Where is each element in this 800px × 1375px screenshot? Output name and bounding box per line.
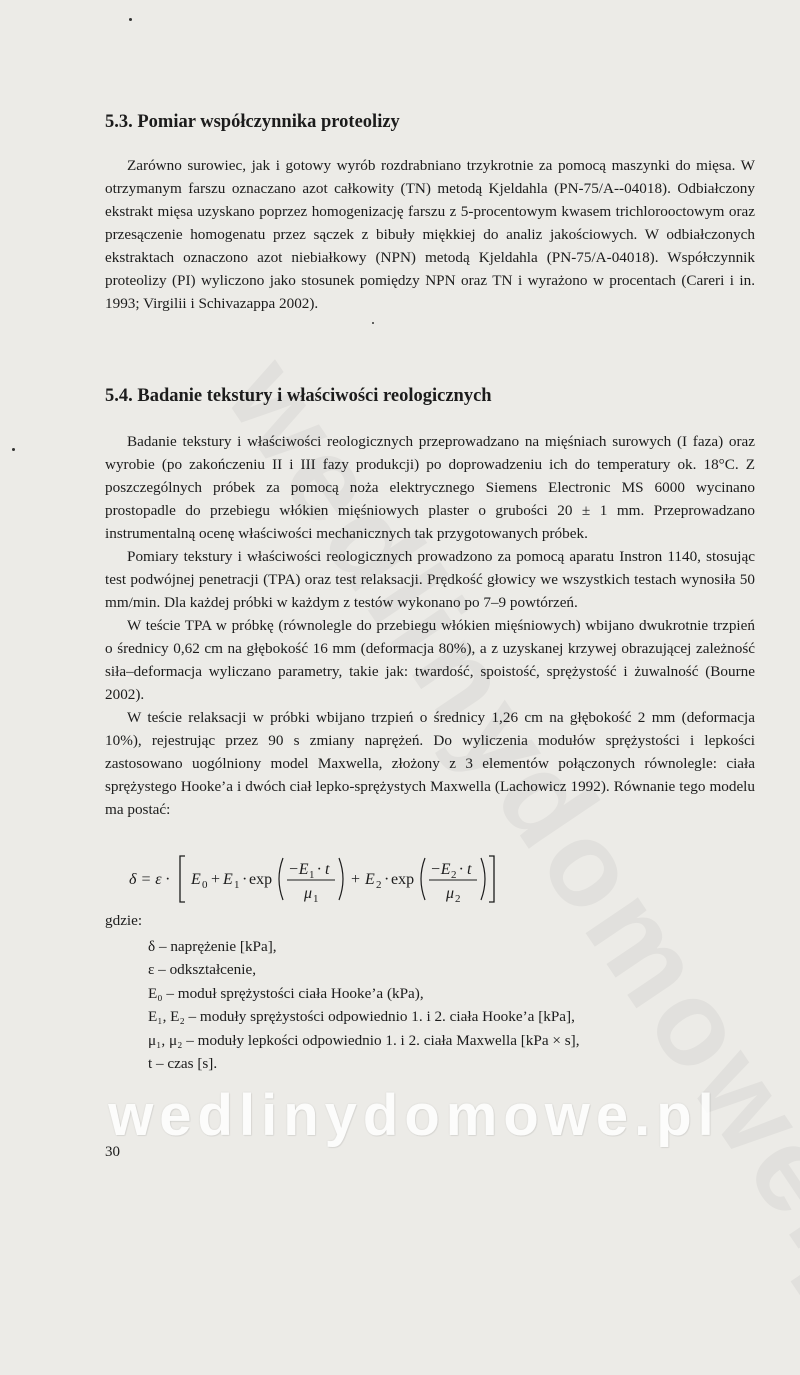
paragraph: Badanie tekstury i właściwości reologicznych przeprowadzano na mięśniach surowych (I faza) oraz wyrobie (po zakończeniu II i III fazy produkcji) po doprowadzeniu ich do temperatury ok. 18°C. Z poszczególnych próbek za pomocą noża elektrycznego Siemens Electronic MS 6000 wycinano prostopadle do przebiegu włókien mięśniowych plaster o grubości 20 ± 1 mm. Przeprowadzano instrumentalną ocenę właściwości mechanicznych tak przygotowanych próbek. bbox=[105, 433, 755, 542]
formula-den1-sub: 1 bbox=[313, 893, 319, 905]
formula-dot1: · bbox=[242, 871, 248, 888]
paragraph: Pomiary tekstury i właściwości reologicznych prowadzono za pomocą aparatu Instron 1140, stosując test podwójnej penetracji (TPA) oraz test relaksacji. Prędkość głowicy we wszystkich testach wynosiła 50 mm/min. Dla każdej próbki w każdym z testów wykonano po 7–9 powtórzeń. bbox=[105, 548, 755, 611]
paragraph: W teście relaksacji w próbki wbijano trzpień o średnicy 1,26 cm na głębokość 2 mm (deformacja 10%), rejestrując przez 90 s zmiany naprężeń. Do wyliczenia modułów sprężystości i lepkości zastosowano uogólniony model Maxwella, złożony z 3 elementów połączonych równolegle: ciała sprężystego Hooke’a i dwóch ciał lepko-sprężystych Maxwella (Lachowicz 1992). Równanie tego modelu ma postać: bbox=[105, 709, 755, 818]
formula-e1-sub: 1 bbox=[234, 879, 240, 891]
paren-open-2 bbox=[421, 858, 425, 900]
definitions-list bbox=[148, 935, 748, 1075]
definition-item: t – czas [s]. bbox=[148, 1055, 218, 1073]
bottom-watermark: wedlinydomowe.pl bbox=[108, 1083, 720, 1148]
formula-e0-sub: 0 bbox=[202, 879, 208, 891]
gdzie-label: gdzie: bbox=[105, 912, 143, 929]
formula-e2: E bbox=[365, 871, 375, 888]
formula-num2-t: · t bbox=[459, 861, 472, 878]
paren-close-1 bbox=[339, 858, 343, 900]
paren-open-1 bbox=[279, 858, 283, 900]
page-number: 30 bbox=[105, 1144, 120, 1160]
section-heading-5-4: 5.4. Badanie tekstury i właściwości reologicznych bbox=[105, 386, 492, 406]
formula-den2-sub: 2 bbox=[455, 893, 461, 905]
formula-exp2: exp bbox=[391, 871, 415, 888]
formula-num2-sub: 2 bbox=[451, 869, 457, 881]
definition-item: E₀ – moduł sprężystości ciała Hooke’a (kPa), bbox=[148, 984, 424, 1002]
definition-item: μ₁, μ₂ – moduły lepkości odpowiednio 1. i 2. ciała Maxwella [kPa × s], bbox=[148, 1031, 580, 1049]
maxwell-equation bbox=[123, 848, 543, 908]
definition-item: ε – odkształcenie, bbox=[148, 961, 257, 979]
formula-plus1: + bbox=[211, 871, 221, 888]
formula-e2-sub: 2 bbox=[376, 879, 382, 891]
section-5-3-paragraph: Zarówno surowiec, jak i gotowy wyrób rozdrabniano trzykrotnie za pomocą maszynki do mięsa. W otrzymanym farszu oznaczano azot całkowity (TN) metodą Kjeldahla (PN-75/A--04018). Odbiałczony ekstrakt mięsa uzyskano poprzez homogenizację farszu z 5-procentowym kwasem trichlorooctowym oraz przesączenie homogenatu przez sączek z bibuły miękkiej do analiz jakościowych. W odbiałczonych ekstraktach oznaczono azot niebiałkowy (NPN) metodą Kjeldahla (PN-75/A-04018). Współczynnik proteolizy (PI) wyliczono jako stosunek pomiędzy NPN oraz TN i wyrażono w procentach (Careri i in. 1993; Virgilii i Schivazappa 2002). bbox=[105, 157, 755, 312]
formula-num2: −E bbox=[430, 861, 451, 878]
definition-item: E₁, E₂ – moduły sprężystości odpowiednio 1. i 2. ciała Hooke’a [kPa], bbox=[148, 1008, 575, 1026]
scan-speck bbox=[12, 448, 15, 451]
formula-dot2: · bbox=[384, 871, 390, 888]
left-bracket bbox=[180, 856, 185, 902]
formula-den1: μ bbox=[304, 885, 313, 902]
section-heading-5-3: 5.3. Pomiar współczynnika proteolizy bbox=[105, 112, 400, 132]
formula-plus2: + bbox=[351, 871, 361, 888]
definition-item: δ – naprężenie [kPa], bbox=[148, 938, 277, 955]
formula-den2: μ bbox=[446, 885, 455, 902]
formula-e0: E bbox=[191, 871, 201, 888]
paren-close-2 bbox=[481, 858, 485, 900]
right-bracket bbox=[489, 856, 494, 902]
formula-num1-t: · t bbox=[317, 861, 330, 878]
scan-speck bbox=[372, 322, 374, 324]
formula-e1: E bbox=[223, 871, 233, 888]
paragraph: W teście TPA w próbkę (równolegle do przebiegu włókien mięśniowych) wbijano dwukrotnie trzpień o średnicy 0,62 cm na głębokość 16 mm (deformacja 80%), a z uzyskanej krzywej obrazującej zależność siła–deformacja wyliczano parametry, takie jak: twardość, spoistość, sprężystość i żuwalność (Bourne 2002). bbox=[105, 617, 755, 703]
scan-speck bbox=[129, 18, 132, 21]
formula-exp1: exp bbox=[249, 871, 273, 888]
formula-lhs: δ = ε · bbox=[129, 871, 170, 888]
formula-num1-sub: 1 bbox=[309, 869, 315, 881]
section-5-4-body bbox=[105, 430, 755, 821]
formula-num1: −E bbox=[288, 861, 309, 878]
